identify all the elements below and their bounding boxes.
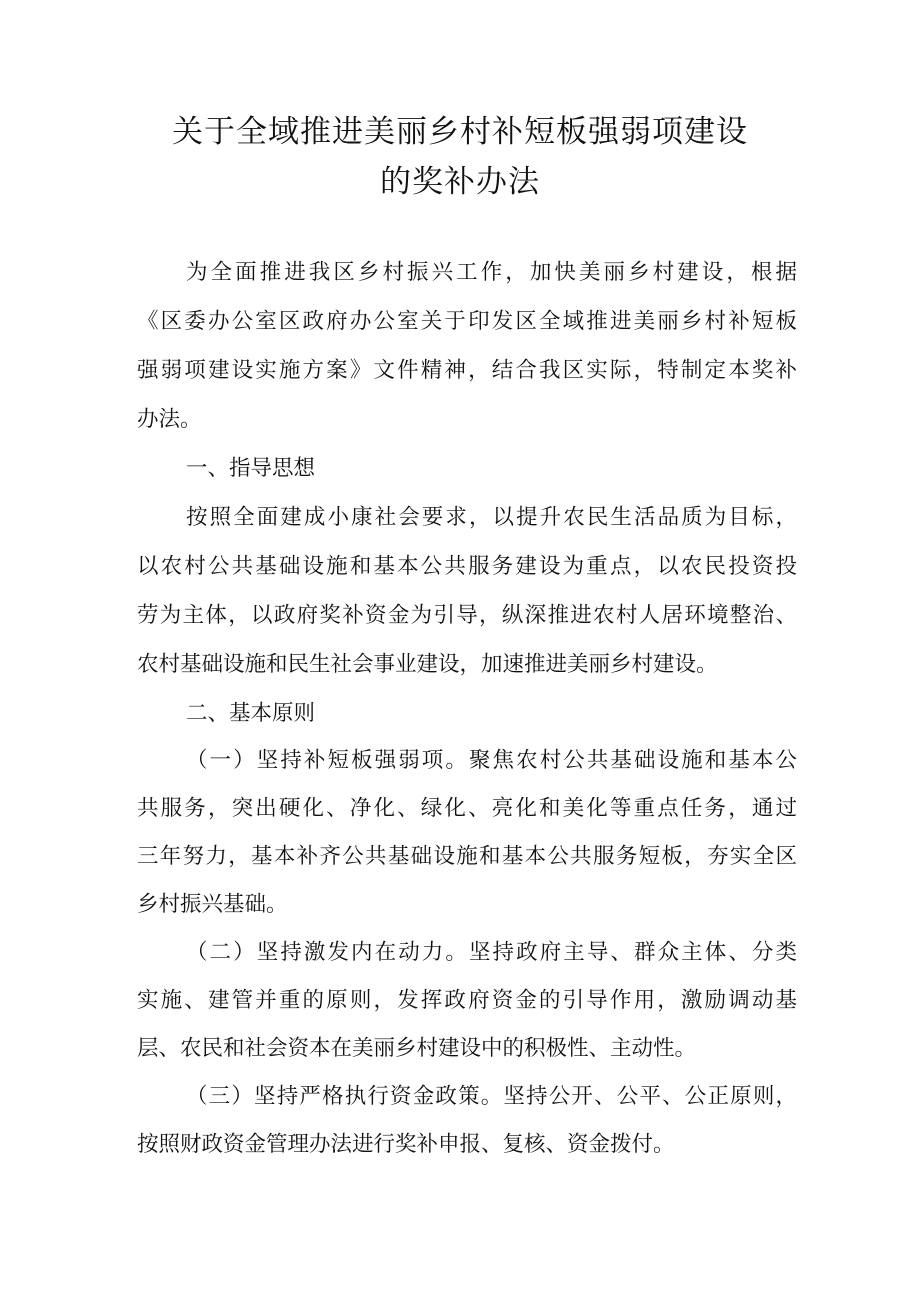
intro-line-3: 强弱项建设实施方案》文件精神，结合我区实际，特制定本奖补: [137, 358, 797, 383]
section-2-item-1-line-4: 乡村振兴基础。: [137, 892, 288, 917]
section-2-item-1-line-2: 共服务，突出硬化、净化、绿化、亮化和美化等重点任务，通过: [137, 796, 797, 821]
section-2-item-1-line-1: （一）坚持补短板强弱项。聚焦农村公共基础设施和基本公: [186, 748, 797, 773]
intro-line-1: 为全面推进我区乡村振兴工作，加快美丽乡村建设，根据: [186, 260, 797, 285]
section-2-heading: 二、基本原则: [186, 701, 316, 726]
section-1-line-1: 按照全面建成小康社会要求，以提升农民生活品质为目标，: [186, 505, 797, 530]
section-2-item-3-line-1: （三）坚持严格执行资金政策。坚持公开、公平、公正原则，: [186, 1084, 797, 1109]
intro-line-4: 办法。: [137, 407, 202, 432]
section-1-line-2: 以农村公共基础设施和基本公共服务建设为重点，以农民投资投: [137, 554, 797, 579]
section-1-heading: 一、指导思想: [186, 456, 316, 481]
section-2-item-3-line-2: 按照财政资金管理办法进行奖补申报、复核、资金拨付。: [137, 1132, 675, 1157]
section-1-line-4: 农村基础设施和民生社会事业建设，加速推进美丽乡村建设。: [137, 652, 718, 677]
document-title-line-2: 的奖补办法: [380, 164, 540, 200]
section-2-item-2-line-3: 层、农民和社会资本在美丽乡村建设中的积极性、主动性。: [137, 1036, 697, 1061]
section-2-item-1-line-3: 三年努力，基本补齐公共基础设施和基本公共服务短板，夯实全区: [137, 844, 797, 869]
section-1-line-3: 劳为主体，以政府奖补资金为引导，纵深推进农村人居环境整治、: [137, 603, 797, 628]
document-title-line-1: 关于全域推进美丽乡村补短板强弱项建设: [172, 114, 748, 150]
section-2-item-2-line-2: 实施、建管并重的原则，发挥政府资金的引导作用，激励调动基: [137, 988, 797, 1013]
section-2-item-2-line-1: （二）坚持激发内在动力。坚持政府主导、群众主体、分类: [186, 940, 797, 965]
intro-line-2: 《区委办公室区政府办公室关于印发区全域推进美丽乡村补短板: [137, 309, 797, 334]
